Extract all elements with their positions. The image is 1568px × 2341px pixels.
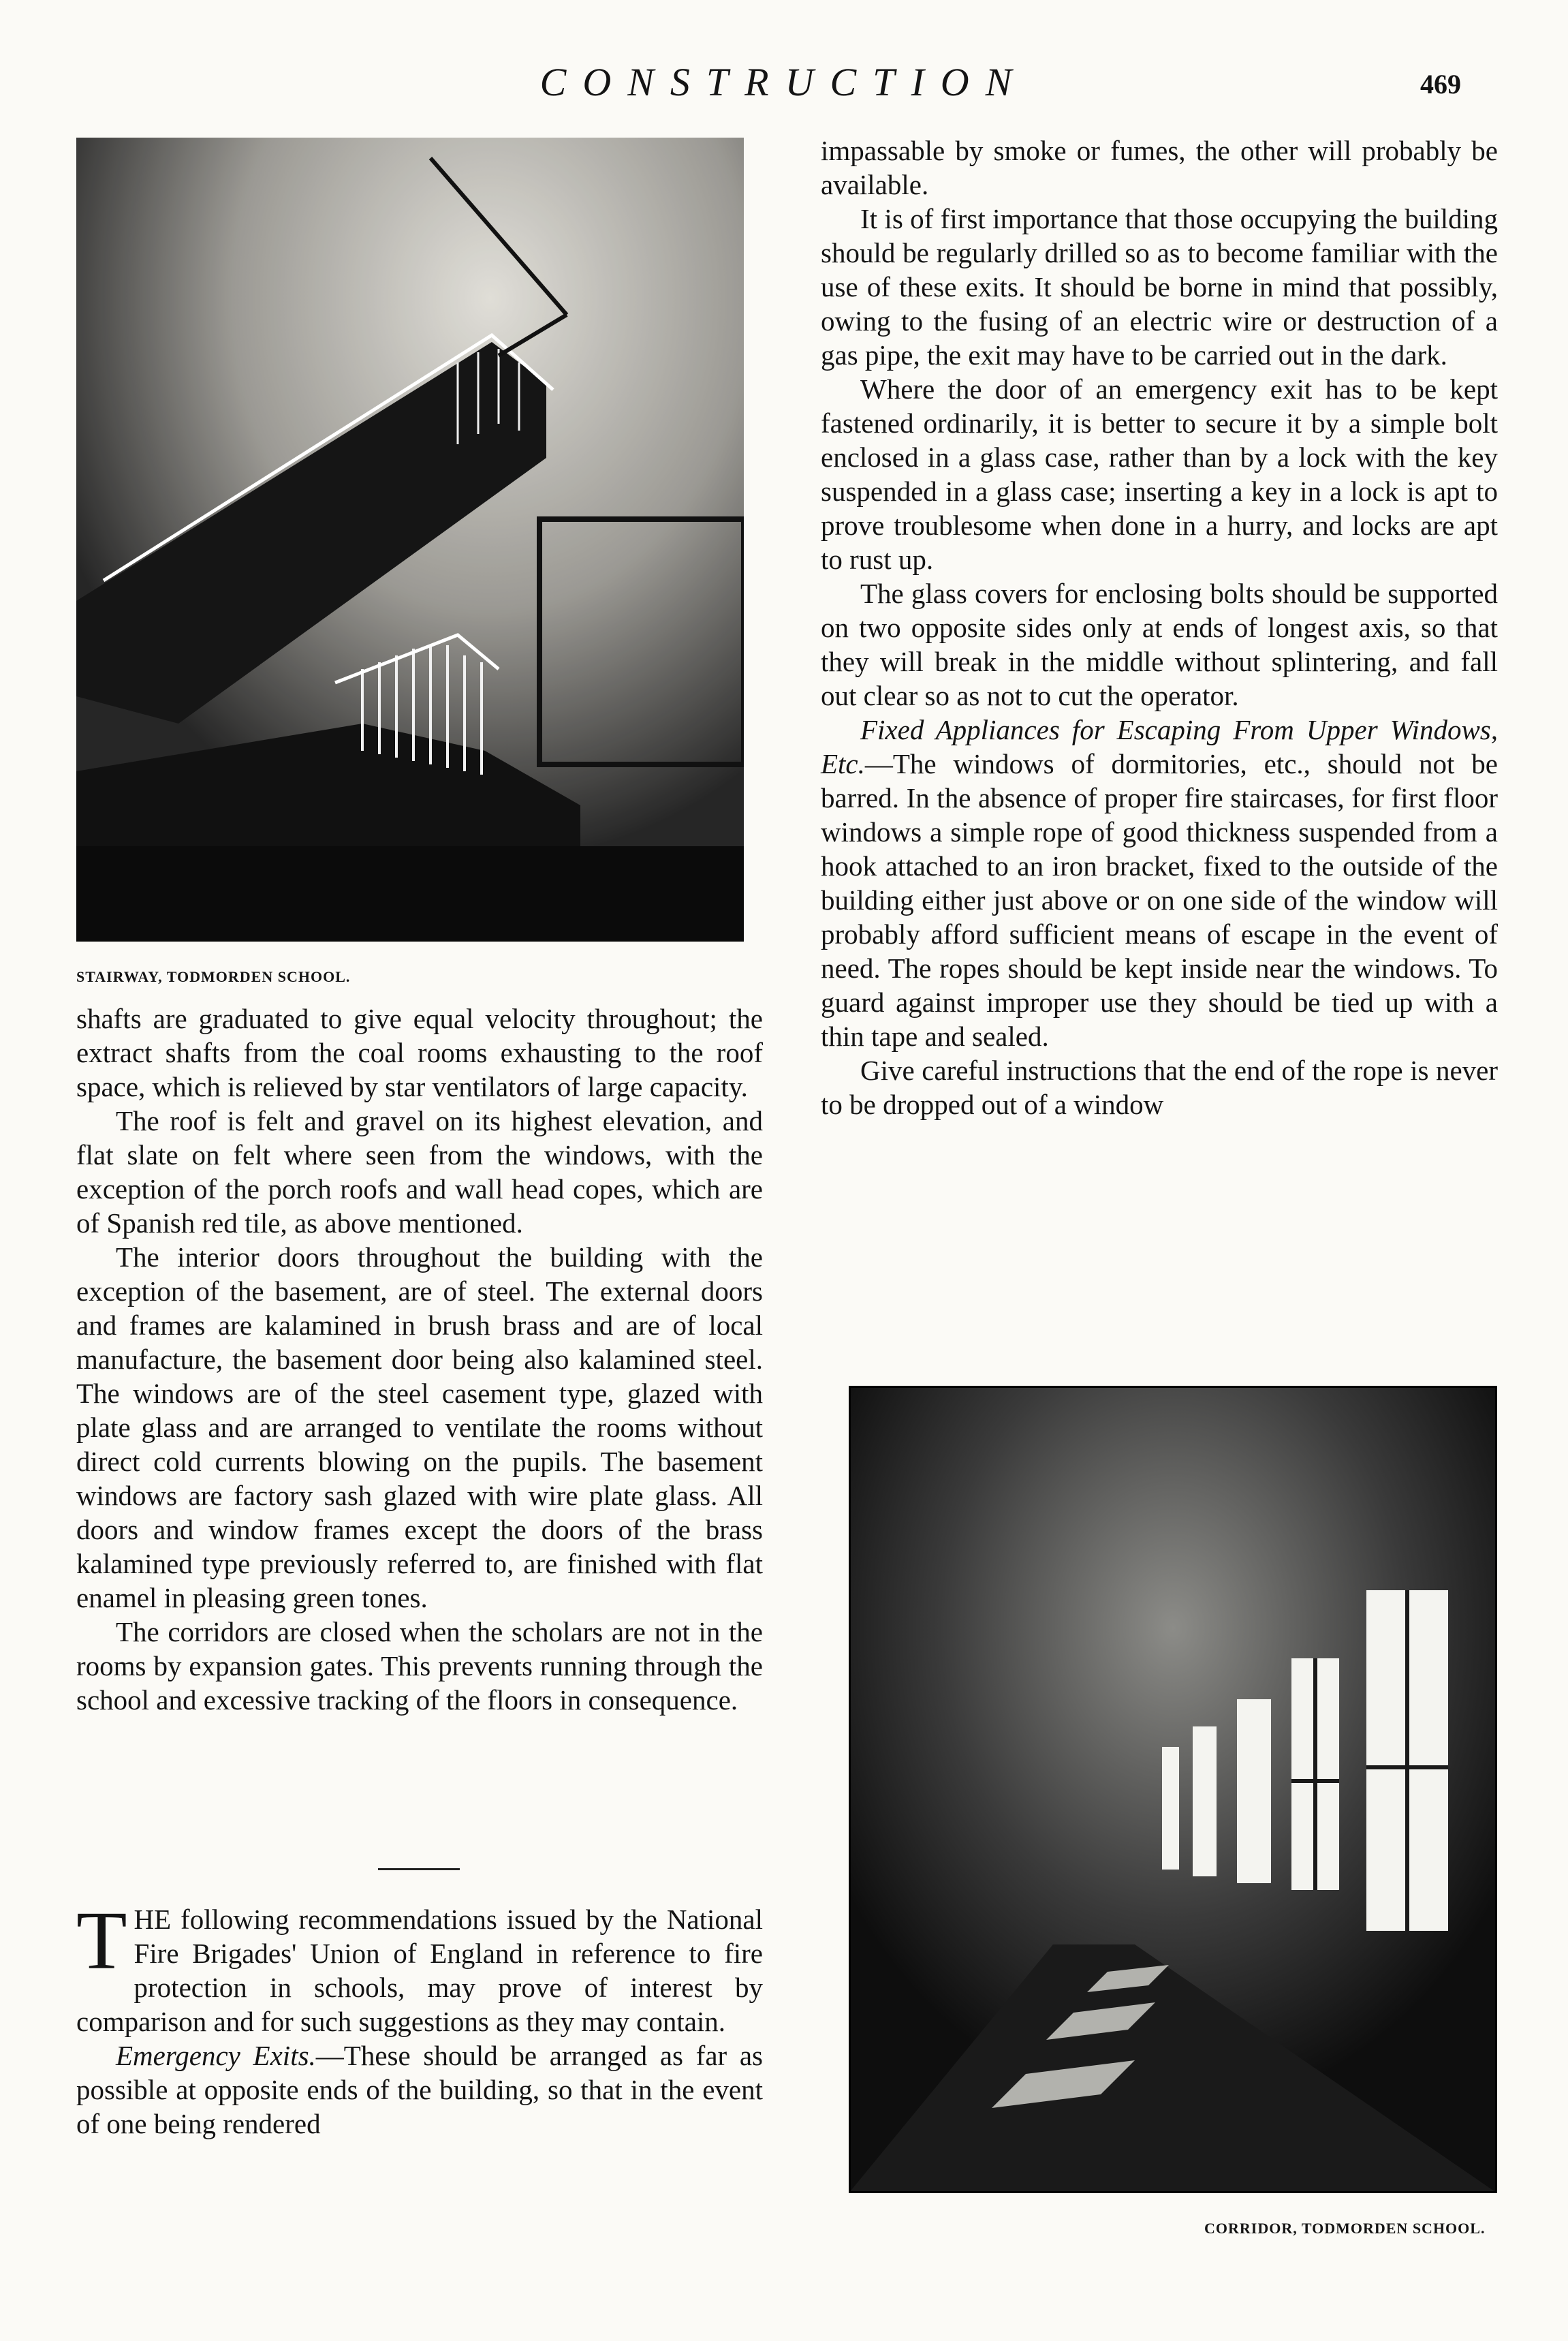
left-column-body	[76, 1002, 763, 1717]
right-column-body	[821, 134, 1498, 1121]
drop-cap: T	[76, 1895, 127, 1987]
paragraph: The interior doors throughout the building with the exception of the basement, are of steel. The external doors and frames are kalamined in brush brass and are of local manufacture, the basement door being also kalamined steel. The windows are of the steel casement type, glazed with plate glass and are arranged to ventilate the rooms without direct cold currents blowing on the pupils. The basement windows are factory sash glazed with wire plate glass. All doors and window frames except the doors of the brass kalamined type previously referred to, are finished with flat enamel in pleasing green tones.	[76, 1241, 763, 1613]
fixed-appliances-heading: Fixed Appliances for Escaping From Upper Windows, Etc.	[821, 714, 1498, 779]
section-intro-text: HE following recommendations issued by the National Fire Brigades' Union of England in reference to fire protection in schools, may prove of interest by comparison and for such suggestions as they may contain.	[76, 1904, 763, 2037]
corridor-caption: CORRIDOR, TODMORDEN SCHOOL.	[1204, 2220, 1486, 2237]
paragraph: The glass covers for enclosing bolts should be supported on two opposite sides only at ends of longest axis, so that they will break in the middle without splintering, and fall out clear so as not to cut the operator.	[821, 578, 1498, 711]
fixed-appliances-paragraph	[821, 713, 1498, 1053]
paragraph: Give careful instructions that the end of the rope is never to be dropped out of a window	[821, 1055, 1498, 1120]
emergency-heading: Emergency Exits.	[116, 2040, 316, 2071]
paragraph: The roof is felt and gravel on its highest elevation, and flat slate on felt where seen from the windows, with the exception of the porch roofs and wall head copes, which are of Spanish red tile, as above mentioned.	[76, 1105, 763, 1239]
paragraph: Where the door of an emergency exit has to be kept fastened ordinarily, it is better to secure it by a simple bolt enclosed in a glass case, rather than by a lock with the key suspended in a glass case; inserting a key in a lock is apt to prove troublesome when done in a hurry, and locks are apt to rust up.	[821, 373, 1498, 575]
corridor-photo	[849, 1386, 1497, 2193]
paragraph: impassable by smoke or fumes, the other will probably be available.	[821, 135, 1498, 200]
section-divider	[378, 1868, 460, 1870]
paragraph: The corridors are closed when the scholars are not in the rooms by expansion gates. This prevents running through the school and excessive tracking of the floors in consequence.	[76, 1616, 763, 1716]
paragraph: shafts are graduated to give equal velocity throughout; the extract shafts from the coal rooms exhausting to the roof space, which is relieved by star ventilators of large capacity.	[76, 1003, 763, 1102]
paragraph: It is of first importance that those occupying the building should be regularly drilled so as to become familiar with the use of these exits. It should be borne in mind that possibly, owing to the fusing of an electric wire or destruction of a gas pipe, the exit may have to be carried out in the dark.	[821, 203, 1498, 371]
fixed-appliances-text: —The windows of dormitories, etc., should not be barred. In the absence of proper fire staircases, for first floor windows a simple rope of good thickness suspended from a hook attached to an iron bracket, fixed to the outside of the building either just above or on one side of the window will probably afford sufficient means of escape in the event of need. The ropes should be kept inside near the windows. To guard against improper use they should be tied up with a thin tape and sealed.	[821, 748, 1498, 1052]
stairway-photo	[76, 138, 744, 942]
stairway-caption: STAIRWAY, TODMORDEN SCHOOL.	[76, 968, 351, 985]
emergency-text: —These should be arranged as far as possible at opposite ends of the building, so that in the event of one being rendered	[76, 2040, 764, 2139]
emergency-paragraph	[76, 2038, 763, 2141]
section-intro	[76, 1895, 763, 2038]
running-head-title: CONSTRUCTION	[539, 60, 1029, 104]
page-number: 469	[1420, 69, 1461, 99]
left-column-section	[76, 1895, 764, 2141]
